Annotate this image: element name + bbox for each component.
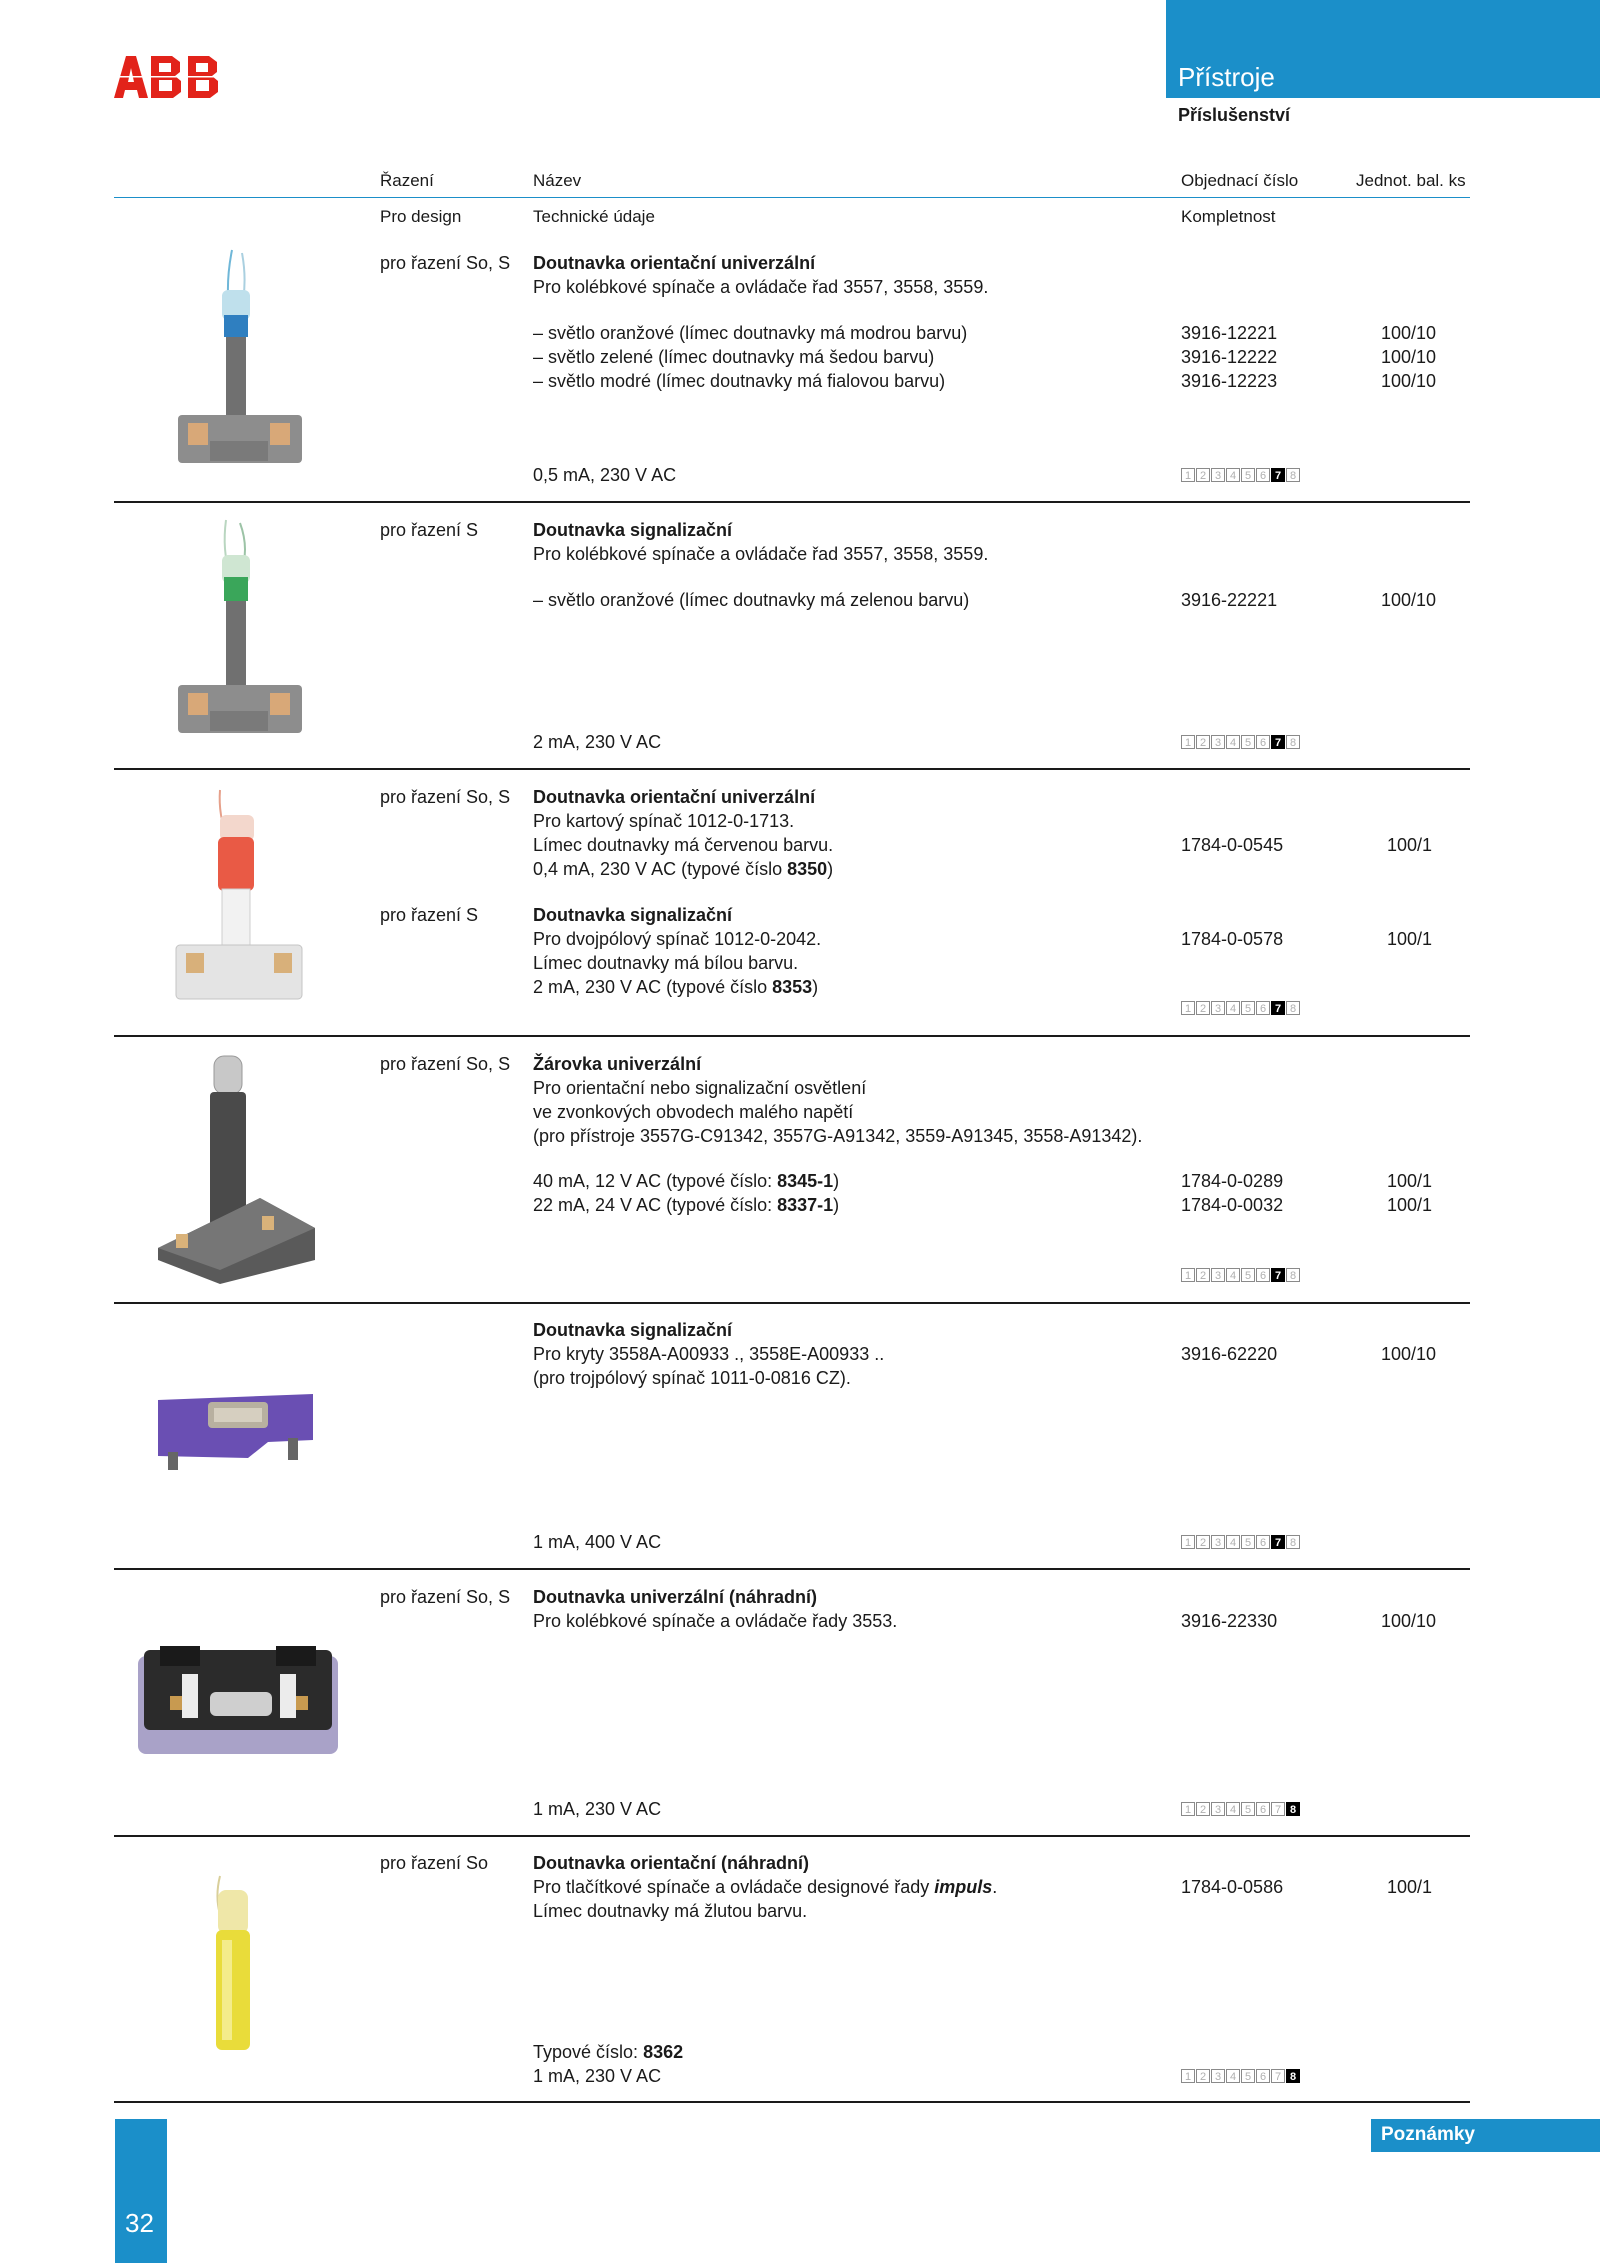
completeness-cell: 2 <box>1196 1268 1210 1282</box>
pack-units: 100/10 <box>1381 347 1437 367</box>
completeness-cell: 5 <box>1241 2069 1255 2083</box>
order-number: 1784-0-0545 <box>1181 835 1284 855</box>
col-design: Pro design <box>380 207 462 226</box>
tech-spec: 2 mA, 230 V AC <box>533 732 662 752</box>
completeness-cell: 8 <box>1286 1001 1300 1015</box>
product-description: (pro přístroje 3557G-C91342, 3557G-A91342, 3559-A91345, 3558-A91342). <box>533 1126 1143 1146</box>
pack-units: 100/10 <box>1381 1611 1437 1631</box>
completeness-cell: 1 <box>1181 2069 1195 2083</box>
product-title: Doutnavka orientační (náhradní) <box>533 1853 810 1873</box>
completeness-cell: 2 <box>1196 1802 1210 1816</box>
completeness-cell: 6 <box>1256 1268 1270 1282</box>
pack-units: 100/10 <box>1381 590 1437 610</box>
range-label: pro řazení So, S <box>380 1054 511 1074</box>
product-description: Pro dvojpólový spínač 1012-0-2042. <box>533 929 822 949</box>
tech-spec: 1 mA, 230 V AC <box>533 1799 662 1819</box>
product-description: Límec doutnavky má červenou barvu. <box>533 835 834 855</box>
order-number: 3916-12223 <box>1181 371 1278 391</box>
completeness-cell: 5 <box>1241 735 1255 749</box>
tech-spec: 0,4 mA, 230 V AC (typové číslo 8350) <box>533 859 834 879</box>
product-description: Límec doutnavky má bílou barvu. <box>533 953 799 973</box>
completeness-indicator <box>1181 468 1301 482</box>
range-label: pro řazení So, S <box>380 787 511 807</box>
completeness-cell: 1 <box>1181 1268 1195 1282</box>
completeness-cell: 8 <box>1286 1535 1300 1549</box>
range-label: pro řazení So, S <box>380 253 511 273</box>
order-number: 3916-22330 <box>1181 1611 1278 1631</box>
order-number: 1784-0-0032 <box>1181 1195 1284 1215</box>
completeness-cell: 6 <box>1256 735 1270 749</box>
completeness-cell: 2 <box>1196 468 1210 482</box>
completeness-indicator <box>1181 735 1301 749</box>
completeness-cell: 7 <box>1271 2069 1285 2083</box>
product-image-black-module <box>130 1640 350 1765</box>
completeness-cell: 3 <box>1211 1535 1225 1549</box>
row-divider <box>114 1302 1470 1304</box>
col-order-number: Objednací číslo <box>1181 171 1299 190</box>
pack-units: 100/1 <box>1387 1195 1433 1215</box>
completeness-cell: 4 <box>1226 1535 1240 1549</box>
tech-spec: 1 mA, 400 V AC <box>533 1532 662 1552</box>
completeness-cell: 6 <box>1256 2069 1270 2083</box>
completeness-cell: 1 <box>1181 735 1195 749</box>
completeness-cell: 2 <box>1196 1001 1210 1015</box>
completeness-cell: 4 <box>1226 1268 1240 1282</box>
product-description: Pro kolébkové spínače a ovládače řad 3557, 3558, 3559. <box>533 277 989 297</box>
pack-units: 100/1 <box>1387 1877 1433 1897</box>
product-description: Pro kolébkové spínače a ovládače řad 3557, 3558, 3559. <box>533 544 989 564</box>
variant-text: 22 mA, 24 V AC (typové číslo: 8337-1) <box>533 1195 840 1215</box>
product-image-bulb <box>150 1048 320 1288</box>
completeness-cell: 6 <box>1256 1001 1270 1015</box>
completeness-cell: 2 <box>1196 735 1210 749</box>
order-number: 3916-22221 <box>1181 590 1278 610</box>
order-number: 1784-0-0586 <box>1181 1877 1284 1897</box>
completeness-cell: 5 <box>1241 468 1255 482</box>
completeness-cell: 4 <box>1226 1802 1240 1816</box>
col-completeness: Kompletnost <box>1181 207 1276 226</box>
variant-text: 40 mA, 12 V AC (typové číslo: 8345-1) <box>533 1171 840 1191</box>
col-tech-data: Technické údaje <box>533 207 655 226</box>
pack-units: 100/10 <box>1381 323 1437 343</box>
product-description: Pro kryty 3558A-A00933 ., 3558E-A00933 .. <box>533 1344 885 1364</box>
completeness-cell: 4 <box>1226 2069 1240 2083</box>
completeness-cell: 4 <box>1226 1001 1240 1015</box>
completeness-cell: 7 <box>1271 1535 1285 1549</box>
range-label: pro řazení So, S <box>380 1587 511 1607</box>
range-label: pro řazení S <box>380 520 479 540</box>
product-title: Doutnavka orientační univerzální <box>533 253 816 273</box>
product-image-glow-lamp-green <box>170 515 310 755</box>
tech-spec: 1 mA, 230 V AC <box>533 2066 662 2086</box>
completeness-cell: 7 <box>1271 735 1285 749</box>
product-title: Doutnavka signalizační <box>533 520 733 540</box>
completeness-cell: 7 <box>1271 1268 1285 1282</box>
completeness-cell: 1 <box>1181 468 1195 482</box>
pack-units: 100/10 <box>1381 371 1437 391</box>
order-number: 3916-12221 <box>1181 323 1278 343</box>
product-title: Doutnavka signalizační <box>533 905 733 925</box>
completeness-cell: 6 <box>1256 1535 1270 1549</box>
col-pack-units: Jednot. bal. ks <box>1356 171 1466 190</box>
completeness-cell: 5 <box>1241 1802 1255 1816</box>
pack-units: 100/1 <box>1387 835 1433 855</box>
row-divider <box>114 768 1470 770</box>
product-description: ve zvonkových obvodech malého napětí <box>533 1102 854 1122</box>
completeness-cell: 8 <box>1286 468 1300 482</box>
order-number: 3916-12222 <box>1181 347 1278 367</box>
completeness-cell: 3 <box>1211 1802 1225 1816</box>
product-description: Pro kolébkové spínače a ovládače řady 3553. <box>533 1611 898 1631</box>
tech-spec: 0,5 mA, 230 V AC <box>533 465 677 485</box>
product-description: (pro trojpólový spínač 1011-0-0816 CZ). <box>533 1368 851 1388</box>
row-divider <box>114 1035 1470 1037</box>
completeness-cell: 3 <box>1211 2069 1225 2083</box>
variant-text: – světlo zelené (límec doutnavky má šedou barvu) <box>533 347 935 367</box>
row-divider <box>114 501 1470 503</box>
row-divider <box>114 2101 1470 2103</box>
product-title: Žárovka univerzální <box>533 1054 702 1074</box>
completeness-cell: 4 <box>1226 735 1240 749</box>
range-label: pro řazení S <box>380 905 479 925</box>
row-divider <box>114 1568 1470 1570</box>
product-description: Pro orientační nebo signalizační osvětlení <box>533 1078 867 1098</box>
completeness-cell: 5 <box>1241 1001 1255 1015</box>
type-number: Typové číslo: 8362 <box>533 2042 684 2062</box>
completeness-cell: 1 <box>1181 1001 1195 1015</box>
completeness-cell: 8 <box>1286 2069 1300 2083</box>
product-image-glow-lamp-yellow <box>200 1870 280 2070</box>
completeness-cell: 6 <box>1256 468 1270 482</box>
completeness-cell: 1 <box>1181 1535 1195 1549</box>
product-description: Pro kartový spínač 1012-0-1713. <box>533 811 795 831</box>
completeness-cell: 2 <box>1196 2069 1210 2083</box>
page-number: 32 <box>125 2208 154 2238</box>
product-title: Doutnavka signalizační <box>533 1320 733 1340</box>
product-image-glow-lamp-red <box>170 785 310 1015</box>
order-number: 3916-62220 <box>1181 1344 1278 1364</box>
variant-text: – světlo modré (límec doutnavky má fialovou barvu) <box>533 371 946 391</box>
completeness-cell: 3 <box>1211 468 1225 482</box>
order-number: 1784-0-0289 <box>1181 1171 1284 1191</box>
completeness-cell: 7 <box>1271 468 1285 482</box>
variant-text: – světlo oranžové (límec doutnavky má zelenou barvu) <box>533 590 970 610</box>
completeness-indicator <box>1181 1001 1301 1015</box>
header-divider <box>114 197 1470 198</box>
range-label: pro řazení So <box>380 1853 489 1873</box>
tech-spec: 2 mA, 230 V AC (typové číslo 8353) <box>533 977 819 997</box>
product-image-purple-module <box>148 1380 318 1480</box>
col-range: Řazení <box>380 171 434 190</box>
completeness-indicator <box>1181 1535 1301 1549</box>
row-divider <box>114 1835 1470 1837</box>
product-title: Doutnavka univerzální (náhradní) <box>533 1587 818 1607</box>
notes-label: Poznámky <box>1381 2124 1475 2145</box>
completeness-cell: 3 <box>1211 1268 1225 1282</box>
completeness-cell: 3 <box>1211 1001 1225 1015</box>
completeness-cell: 2 <box>1196 1535 1210 1549</box>
completeness-cell: 3 <box>1211 735 1225 749</box>
product-description: Pro tlačítkové spínače a ovládače designové řady impuls. <box>533 1877 998 1897</box>
section-title: Přístroje <box>1178 62 1275 92</box>
col-name: Název <box>533 171 582 190</box>
page-number-box <box>115 2119 167 2263</box>
completeness-indicator <box>1181 1802 1301 1816</box>
pack-units: 100/1 <box>1387 1171 1433 1191</box>
completeness-cell: 5 <box>1241 1268 1255 1282</box>
completeness-cell: 8 <box>1286 1802 1300 1816</box>
product-image-glow-lamp-blue <box>170 245 310 485</box>
completeness-cell: 5 <box>1241 1535 1255 1549</box>
order-number: 1784-0-0578 <box>1181 929 1284 949</box>
completeness-cell: 7 <box>1271 1802 1285 1816</box>
abb-logo <box>112 54 226 100</box>
completeness-cell: 6 <box>1256 1802 1270 1816</box>
pack-units: 100/1 <box>1387 929 1433 949</box>
completeness-cell: 8 <box>1286 1268 1300 1282</box>
completeness-cell: 8 <box>1286 735 1300 749</box>
completeness-cell: 4 <box>1226 468 1240 482</box>
pack-units: 100/10 <box>1381 1344 1437 1364</box>
completeness-cell: 1 <box>1181 1802 1195 1816</box>
completeness-indicator <box>1181 1268 1301 1282</box>
completeness-indicator <box>1181 2069 1301 2083</box>
variant-text: – světlo oranžové (límec doutnavky má modrou barvu) <box>533 323 968 343</box>
section-subtitle: Příslušenství <box>1178 105 1291 125</box>
product-title: Doutnavka orientační univerzální <box>533 787 816 807</box>
product-description: Límec doutnavky má žlutou barvu. <box>533 1901 808 1921</box>
completeness-cell: 7 <box>1271 1001 1285 1015</box>
